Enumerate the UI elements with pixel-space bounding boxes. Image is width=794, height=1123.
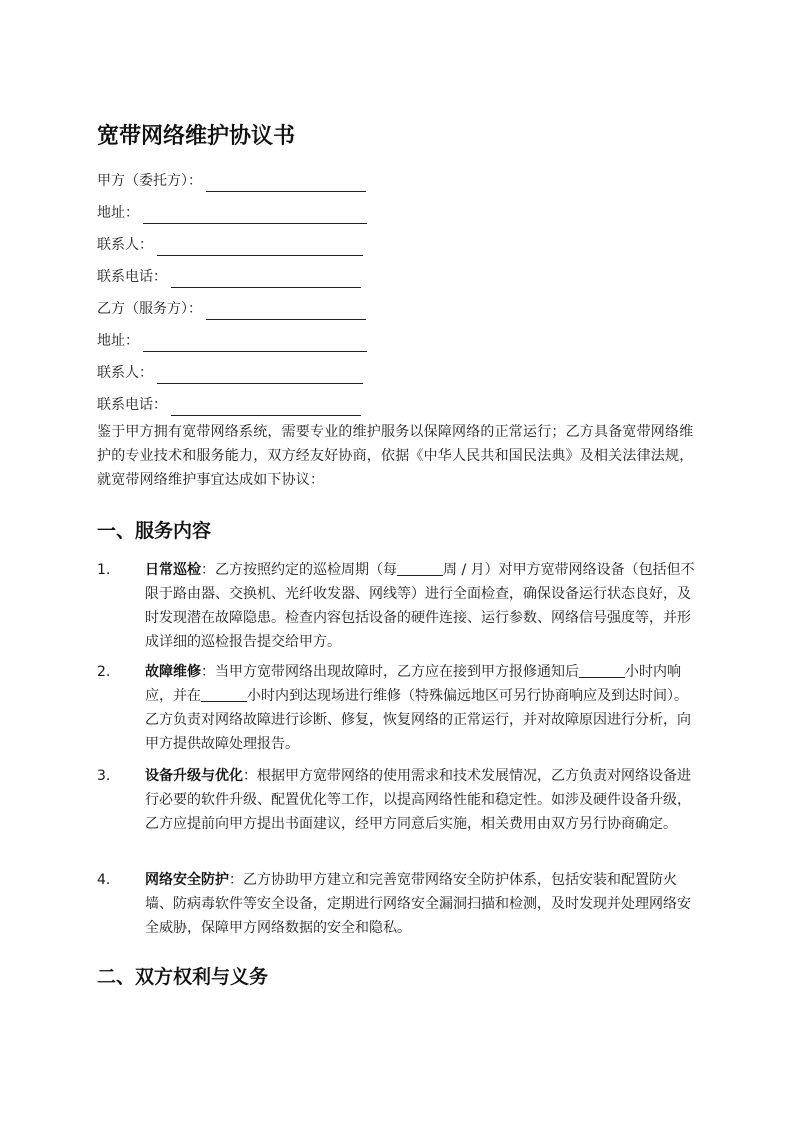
party-a-contact-label: 联系人： — [97, 237, 153, 253]
party-b-address-label: 地址： — [97, 333, 139, 349]
inspection-cycle-blank[interactable] — [397, 560, 443, 576]
document-title: 宽带网络维护协议书 — [97, 124, 296, 149]
party-a-label: 甲方（委托方）： — [97, 173, 202, 189]
item-body — [145, 558, 701, 654]
item-text: ：乙方协助甲方建立和完善宽带网络安全防护体系，包括安装和配置防火墙、防病毒软件等安全设备，定期进行网络安全漏洞扫描和检测，及时发现并处理网络安全威胁，保障甲方网络数据的安全和隐私。 — [145, 872, 691, 936]
list-item — [97, 558, 701, 654]
item-term: 网络安全防护 — [145, 872, 229, 888]
list-item — [97, 764, 701, 860]
item-text: 周 / 月）对甲方宽带网络设备（包括但不限于路由器、交换机、光纤收发器、网线等）进行全面检查，确保设备运行状态良好，及时发现潜在故障隐患。检查内容包括设备的硬件连接、运行参数、网络信号强度等，并形成详细的巡检报告提交给甲方。 — [145, 562, 695, 650]
item-body — [145, 868, 701, 940]
item-text: ：根据甲方宽带网络的使用需求和技术发展情况，乙方负责对网络设备进行必要的软件升级、配置优化等工作，以提高网络性能和稳定性。如涉及硬件设备升级，乙方应提前向甲方提出书面建议，经甲方同意后实施，相关费用由双方另行协商确定。 — [145, 768, 691, 832]
item-number: 3. — [97, 768, 111, 784]
party-b-contact-label: 联系人： — [97, 365, 153, 381]
item-text: ：当甲方宽带网络出现故障时，乙方应在接到甲方报修通知后 — [201, 664, 579, 680]
party-b-label: 乙方（服务方）： — [97, 301, 202, 317]
party-a-phone-field — [97, 266, 361, 288]
item-text: 小时内到达现场进行维修（特殊偏远地区可另行协商响应及到达时间）。乙方负责对网络故障进行诊断、修复，恢复网络的正常运行，并对故障原因进行分析，向甲方提供故障处理报告。 — [145, 688, 691, 752]
party-b-contact-blank[interactable] — [157, 367, 363, 384]
list-item — [97, 660, 701, 756]
party-b-address-blank[interactable] — [143, 335, 367, 352]
arrival-hours-blank[interactable] — [201, 686, 247, 702]
item-number: 1. — [97, 562, 111, 578]
party-a-phone-blank[interactable] — [171, 271, 361, 288]
item-text: ：乙方按照约定的巡检周期（每 — [201, 562, 397, 578]
section-heading-rights-obligations: 二、双方权利与义务 — [97, 966, 269, 988]
item-term: 设备升级与优化 — [145, 768, 243, 784]
list-item — [97, 868, 701, 940]
party-a-contact-field — [97, 234, 363, 256]
section-heading-services: 一、服务内容 — [97, 520, 212, 542]
item-body — [145, 660, 701, 756]
party-b-phone-field — [97, 394, 361, 416]
party-b-blank[interactable] — [206, 303, 366, 320]
item-number: 2. — [97, 664, 111, 680]
item-text: 小时内响应，并在 — [145, 664, 681, 704]
party-b-address-field — [97, 330, 367, 352]
item-term: 日常巡检 — [145, 562, 201, 578]
party-a-address-blank[interactable] — [143, 207, 367, 224]
party-b-field — [97, 298, 366, 320]
response-hours-blank[interactable] — [579, 662, 625, 678]
party-a-contact-blank[interactable] — [157, 239, 363, 256]
party-a-blank[interactable] — [206, 175, 366, 192]
party-a-address-field — [97, 202, 367, 224]
party-a-address-label: 地址： — [97, 205, 139, 221]
item-number: 4. — [97, 872, 111, 888]
party-a-phone-label: 联系电话： — [97, 269, 167, 285]
intro-paragraph: 鉴于甲方拥有宽带网络系统，需要专业的维护服务以保障网络的正常运行；乙方具备宽带网络维护的专业技术和服务能力，双方经友好协商，依据《中华人民共和国民法典》及相关法律法规，就宽带网络维护事宜达成如下协议： — [97, 424, 694, 488]
party-b-phone-label: 联系电话： — [97, 397, 167, 413]
party-b-phone-blank[interactable] — [171, 399, 361, 416]
item-term: 故障维修 — [145, 664, 201, 680]
party-a-field — [97, 170, 366, 192]
item-body — [145, 764, 701, 836]
party-b-contact-field — [97, 362, 363, 384]
